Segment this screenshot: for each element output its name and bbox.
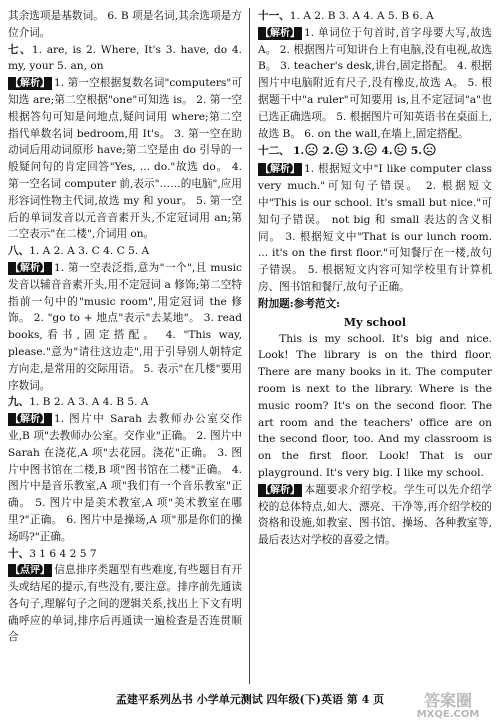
section-12-number: 十二、 (258, 145, 290, 158)
section-9-analysis (8, 411, 242, 545)
essay-title: My school (343, 315, 407, 329)
section-9 (8, 394, 242, 411)
answer-label-4: 4. (381, 145, 393, 158)
answer-label-3: 3. (352, 145, 364, 158)
watermark-logo (402, 691, 494, 720)
analysis-text: 1. 图片中 Sarah 去教师办公室交作业,B 项"去教师办公室。交作业"正确。 2. 图片中 Sarah 在浇花,A 项"去花园。浇花"正确。 3. 图片中图书馆在二楼,B 项"图书馆在二楼"正确。 4. 图片中是音乐教室,A 项"我们有一个音乐教室"正确。 5. 图片中是美术教室,A 项"美术教室在哪里?"正确。 6. 图片中是操场,A 项"那是你们的操场吗?"正确。 (8, 413, 242, 543)
section-9-number: 九、 (8, 396, 30, 409)
section-7-answers: 1. are, is 2. Where, It's 3. have, do 4. my, your 5. an, on (8, 43, 242, 73)
comment-tag: 【点评】 (10, 565, 50, 577)
sad-face-icon (423, 143, 436, 156)
appendix-label: 附加题:参考范文: (258, 297, 340, 310)
section-11-answers: 1. A 2. B 3. A 4. A 5. B 6. A (289, 10, 434, 22)
watermark-line-1: 答案圈 (423, 691, 472, 710)
analysis-tag: 【解析】 (10, 262, 50, 274)
answer-label-1: 1. (293, 145, 305, 158)
section-8 (8, 243, 242, 260)
section-8-analysis (8, 260, 242, 394)
section-7-analysis (8, 75, 242, 243)
answer-text-p0: 其余选项是基数词。 6. B 项是名词,其余选项是方位介词。 (8, 10, 242, 39)
section-11-analysis (258, 25, 492, 143)
section-12 (258, 142, 492, 161)
section-10-number: 十、 (8, 547, 30, 560)
analysis-tag: 【解析】 (10, 414, 50, 426)
section-7 (8, 42, 242, 76)
section-12-analysis (258, 161, 492, 295)
column-divider (249, 8, 250, 684)
analysis-tag: 【解析】 (260, 484, 300, 496)
happy-face-icon (335, 143, 348, 156)
analysis-tag: 【解析】 (260, 164, 300, 176)
analysis-text: 1. 单词位于句首时,首字母要大写,故选 A。 2. 根据图片可知讲台上有电脑,没有电视,故选 B。 3. teacher's desk,讲台,固定搭配。 4. 根据图片中电脑附近有尺子,没有橡皮,故选 A。 5. 根据题干中"a ruler"可知要用 is,且不定冠词"a"也已选正确选项。 5. 根据图片可知英语书在桌面上,故选 B。 6. on the wall,在墙上,固定搭配。 (258, 26, 492, 140)
section-11 (258, 8, 492, 25)
right-column (258, 8, 492, 549)
sad-face-icon (364, 143, 377, 156)
section-7-number: 七、 (8, 43, 32, 56)
sad-face-icon (305, 143, 318, 156)
answer-label-2: 2. (322, 145, 334, 158)
section-10-answers: 3 1 6 4 2 5 7 (29, 547, 97, 560)
page-footer: 孟建平系列丛书 小学单元测试 四年级(下)英语 第 4 页 (115, 693, 385, 706)
left-column (8, 8, 242, 646)
section-10 (8, 546, 242, 563)
comment-text: 信息排序类题型有些难度,有些题目有开头或结尾的提示,有些没有,要注意。排序前先通读各句子,理解句子之间的逻辑关系,找出上下文有明确呼应的单词,排序后再通读一遍检查是否连贯顺合 (8, 564, 242, 644)
smiley-answers (293, 145, 437, 157)
essay-analysis (258, 482, 492, 549)
analysis-text: 1. 第一空根据复数名词"computers"可知选 are;第二空根据"one"可知选 is。 2. 第一空根据答句可知是问地点,疑问词用 where;第二空指代单数名词 bedroom,用 It's。 3. 第一空在助动词后用动词原形 have;第二空是由 do 引导的一般疑问句的肯定回答"Yes, ... do."故选 do。 4. 第一空名词 computer 前,表示"……的电脑",应用形容词性物主代词,故选 my 和 your。 5. 第一空后的单词发音以元音音素开头,不定冠词用 an;第二空表示"在二楼",介词用 on。 (8, 77, 242, 241)
analysis-text: 本题要求介绍学校。学生可以先介绍学校的总体特点,如大、漂亮、干净等,再介绍学校的资格和设施,如教室、图书馆、操场、各种教室等,最后表达对学校的喜爱之情。 (258, 483, 492, 547)
analysis-tag: 【解析】 (10, 78, 50, 90)
analysis-text: 1. 第一空表泛指,意为"一个",且 music 发音以辅音音素开头,用不定冠词 a 修饰;第二空特指前一句中的"music room",用定冠词 the 修饰。 2. "go to + 地点"表示"去某地"。 3. read books,看书,固定搭配。 4. "This way, please."意为"请往这边走",用于引导别人朝特定方向走,是常用的交际用语。 5. 表示"在几楼"要用序数词。 (8, 261, 242, 392)
happy-face-icon (394, 143, 407, 156)
section-8-number: 八、 (8, 245, 30, 258)
analysis-tag: 【解析】 (260, 27, 300, 39)
watermark-line-2: MXQE.COM (416, 709, 480, 720)
analysis-text: 1. 根据短文中"I like computer class very much."可知句子错误。 2. 根据短文中"This is our school. It's small but nice."可知句子错误。 not big 和 small 表达的含义相同。 3. 根据短文中"That is our lunch room. ... it's on the first floor."可知餐厅在一楼,故句子错误。 5. 根据短文内容可知学校里有计算机房、图书馆和餐厅,故句子正确。 (258, 163, 492, 293)
essay-body: This is my school. It's big and nice. Look! The library is on the third floor. There are many books in it. The computer room is next to the library. Where is the music room? It's on the second floor. The art room and the teachers' office are on the second floor, too. And my classroom is on the first floor. Look! That is our playground. It's very big. I like my school. (258, 332, 492, 479)
section-11-number: 十一、 (258, 10, 290, 22)
section-10-comment (8, 562, 242, 646)
answer-label-5: 5. (410, 145, 422, 158)
section-9-answers: 1. B 2. A 3. A 4. B 5. A (29, 396, 149, 409)
section-8-answers: 1. A 2. A 3. C 4. C 5. A (29, 245, 150, 258)
